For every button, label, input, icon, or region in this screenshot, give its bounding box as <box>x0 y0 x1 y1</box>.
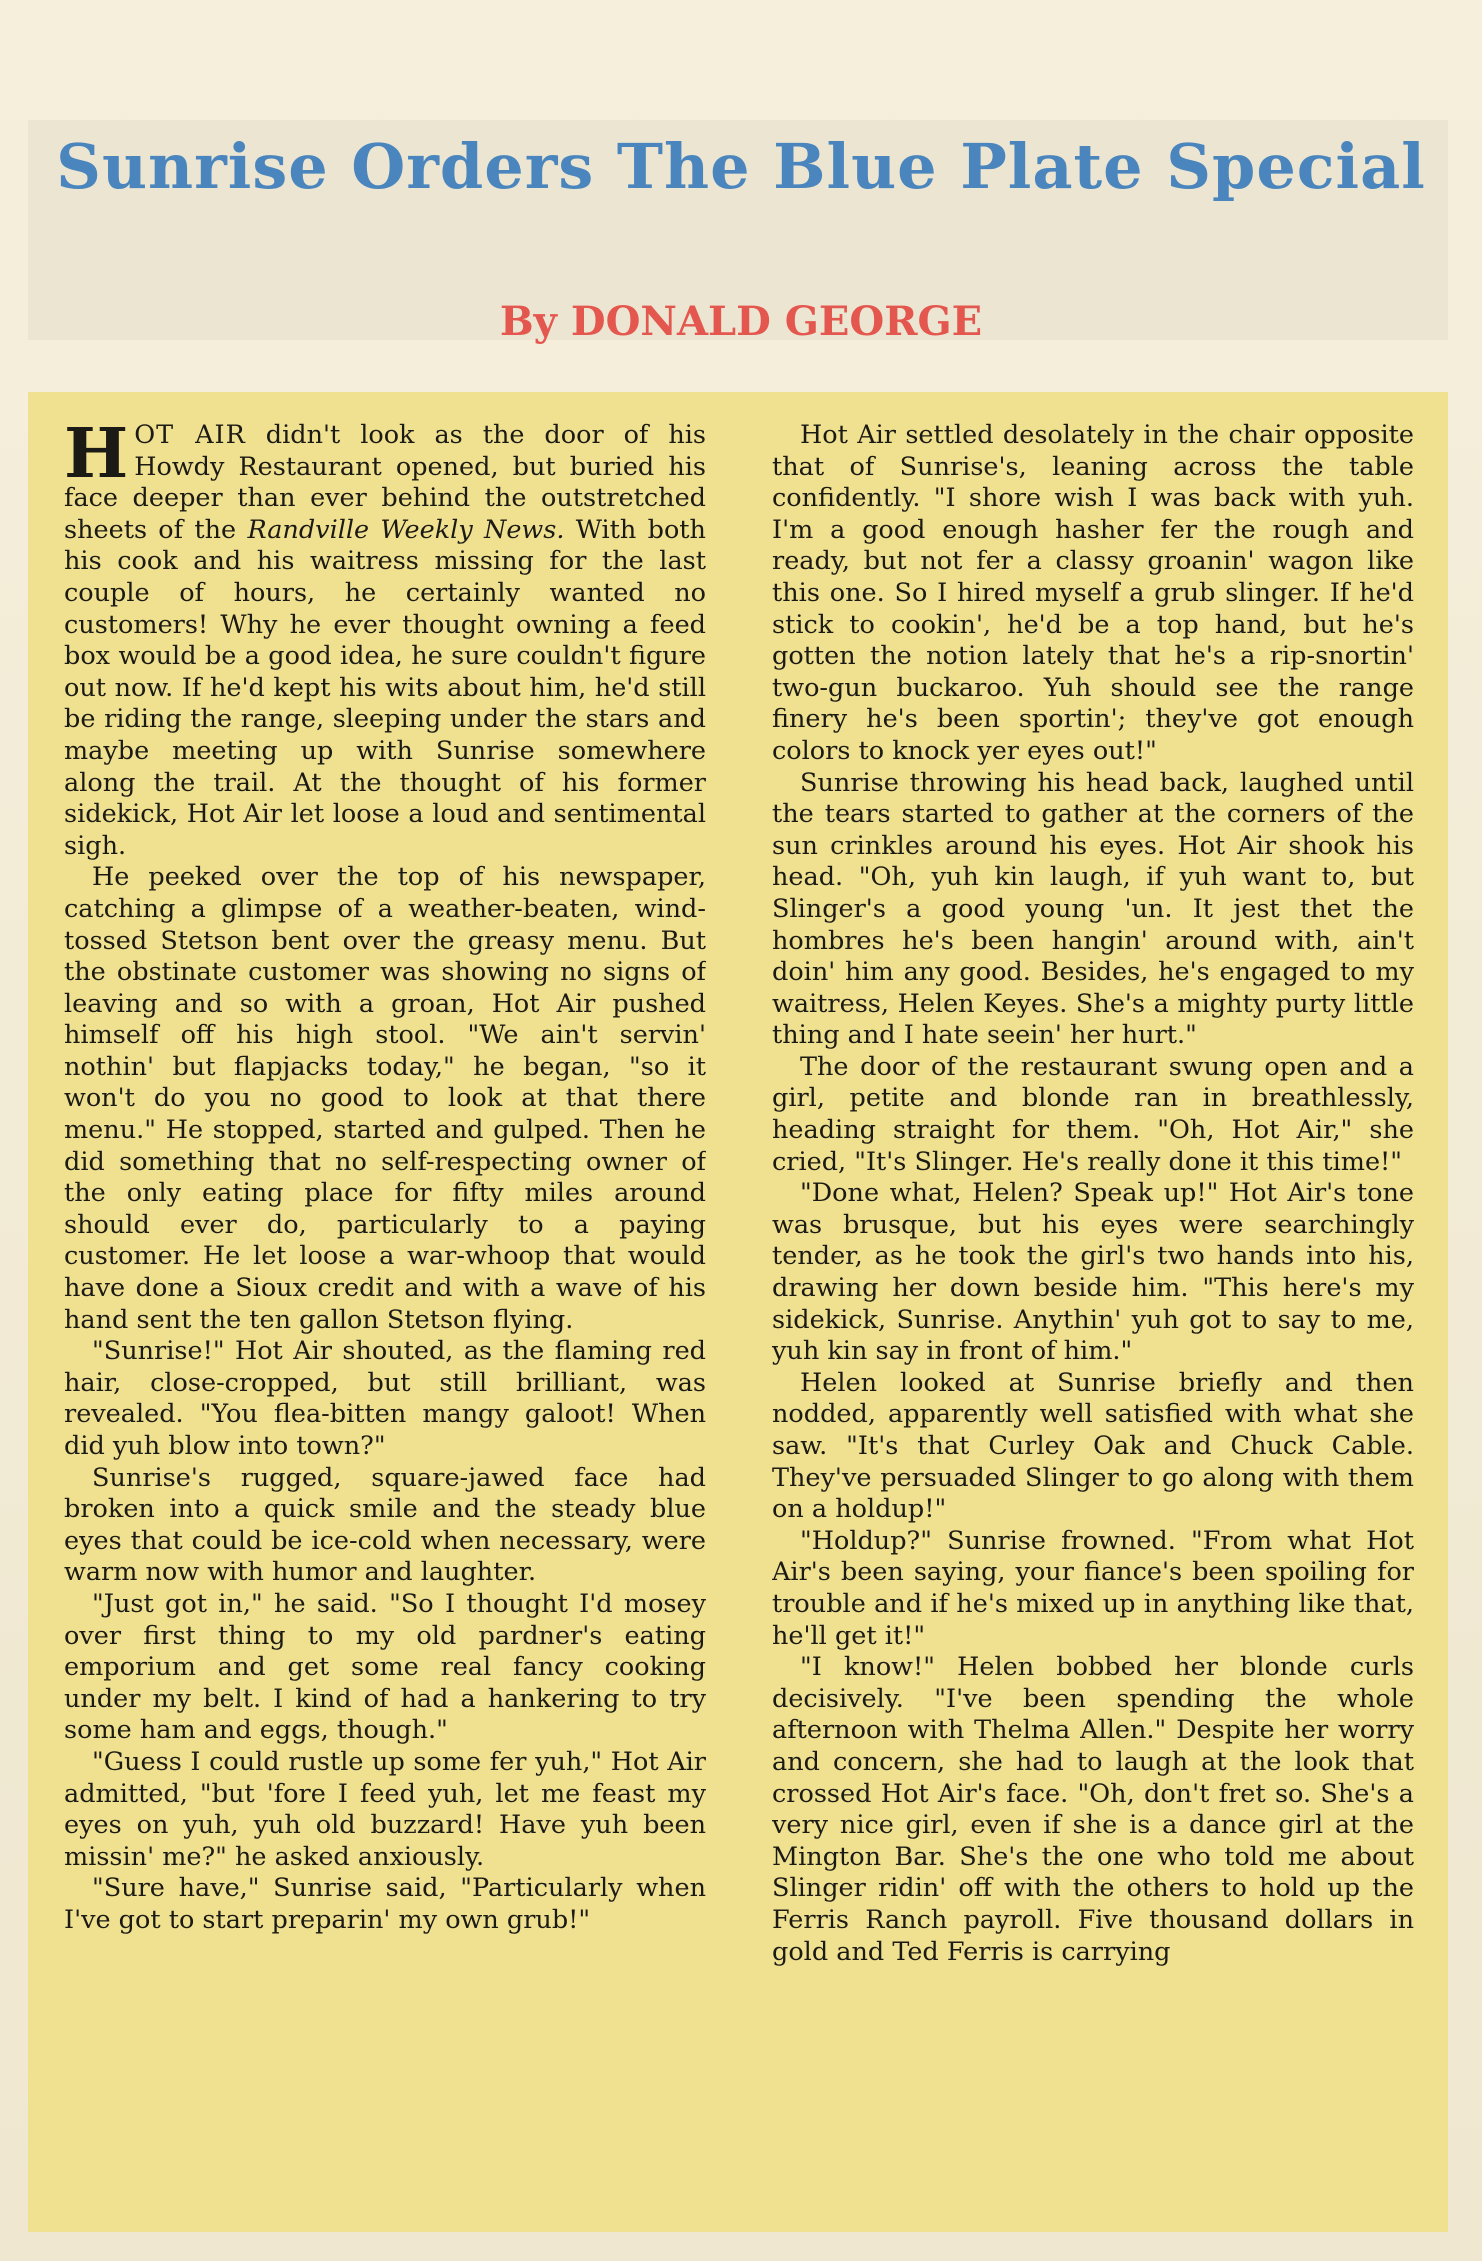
newspaper-title: Randville Weekly News. <box>247 514 565 545</box>
lead-in: OT AIR <box>134 420 246 450</box>
paragraph <box>64 420 706 862</box>
paragraph: "Guess I could rustle up some fer yuh," Hot Air admitted, "but 'fore I feed yuh, let me feast my eyes on yuh, yuh old buzzard! Have yuh been missin' me?" he asked anxiously. <box>64 1746 706 1872</box>
paragraph: "Just got in," he said. "So I thought I'd mosey over first thing to my old pardner's eating emporium and get some real fancy cooking under my belt. I kind of had a hankering to try some ham and eggs, though." <box>64 1588 706 1746</box>
paragraph: Helen looked at Sunrise briefly and then nodded, apparently well satisfied with what she saw. "It's that Curley Oak and Chuck Cable. They've persuaded Slinger to go along with them on a holdup!" <box>772 1367 1414 1525</box>
paragraph: Sunrise's rugged, square-jawed face had broken into a quick smile and the steady blue eyes that could be ice-cold when necessary, were warm now with humor and laughter. <box>64 1462 706 1588</box>
paragraph: "Holdup?" Sunrise frowned. "From what Hot Air's been saying, your fiance's been spoiling for trouble and if he's mixed up in anything like that, he'll get it!" <box>772 1525 1414 1651</box>
story-title: Sunrise Orders The Blue Plate Special <box>56 130 1426 203</box>
paragraph-text: didn't look as the door of his Howdy Restaurant opened, but buried his face deeper than ever behind the outstretched sheets of the <box>64 420 706 545</box>
paragraph: Sunrise throwing his head back, laughed until the tears started to gather at the corners of the sun crinkles around his eyes. Hot Air shook his head. "Oh, yuh kin laugh, if yuh want to, but Slinger's a good young 'un. It jest thet the hombres he's been hangin' around with, ain't doin' him any good. Besides, he's engaged to my waitress, Helen Keyes. She's a mighty purty little thing and I hate seein' her hurt." <box>772 767 1414 1051</box>
author-name: DONALD GEORGE <box>570 298 983 345</box>
right-column <box>772 420 1414 2200</box>
paragraph: Hot Air settled desolately in the chair opposite that of Sunrise's, leaning across the table confidently. "I shore wish I was back with yuh. I'm a good enough hasher fer the rough and ready, but not fer a classy groanin' wagon like this one. So I hired myself a grub slinger. If he'd stick to cookin', he'd be a top hand, but he's gotten the notion lately that he's a rip-snortin' two-gun buckaroo. Yuh should see the range finery he's been sportin'; they've got enough colors to knock yer eyes out!" <box>772 420 1414 766</box>
paragraph: "I know!" Helen bobbed her blonde curls decisively. "I've been spending the whole afternoon with Thelma Allen." Despite her worry and concern, she had to laugh at the look that crossed Hot Air's face. "Oh, don't fret so. She's a very nice girl, even if she is a dance girl at the Mington Bar. She's the one who told me about Slinger ridin' off with the others to hold up the Ferris Ranch payroll. Five thousand dollars in gold and Ted Ferris is carrying <box>772 1652 1414 1967</box>
paragraph: "Sure have," Sunrise said, "Particularly when I've got to start preparin' my own grub!" <box>64 1873 706 1935</box>
paragraph: He peeked over the top of his newspaper, catching a glimpse of a weather-beaten, wind-tossed Stetson bent over the greasy menu. But the obstinate customer was showing no signs of leaving and so with a groan, Hot Air pushed himself off his high stool. "We ain't servin' nothin' but flapjacks today," he began, "so it won't do you no good to look at that there menu." He stopped, started and gulped. Then he did something that no self-respecting owner of the only eating place for fifty miles around should ever do, particularly to a paying customer. He let loose a war-whoop that would have done a Sioux credit and with a wave of his hand sent the ten gallon Stetson flying. <box>64 862 706 1335</box>
paragraph-text: With both his cook and his waitress missing for the last couple of hours, he certainly wanted no customers! Why he ever thought owning a feed box would be a good idea, he sure couldn't figure out now. If he'd kept his wits about him, he'd still be riding the range, sleeping under the stars and maybe meeting up with Sunrise somewhere along the trail. At the thought of his former sidekick, Hot Air let loose a loud and sentimental sigh. <box>64 514 706 861</box>
byline <box>0 298 1482 345</box>
byline-prefix: By <box>499 298 557 345</box>
left-column <box>64 420 706 2200</box>
paragraph: The door of the restaurant swung open and a girl, petite and blonde ran in breathlessly, heading straight for them. "Oh, Hot Air," she cried, "It's Slinger. He's really done it this time!" <box>772 1051 1414 1177</box>
drop-cap: H <box>64 420 129 494</box>
paragraph: "Done what, Helen? Speak up!" Hot Air's tone was brusque, but his eyes were searchingly tender, as he took the girl's two hands into his, drawing her down beside him. "This here's my sidekick, Sunrise. Anythin' yuh got to say to me, yuh kin say in front of him." <box>772 1178 1414 1367</box>
paragraph: "Sunrise!" Hot Air shouted, as the flaming red hair, close-cropped, but still brilliant, was revealed. "You flea-bitten mangy galoot! When did yuh blow into town?" <box>64 1336 706 1461</box>
